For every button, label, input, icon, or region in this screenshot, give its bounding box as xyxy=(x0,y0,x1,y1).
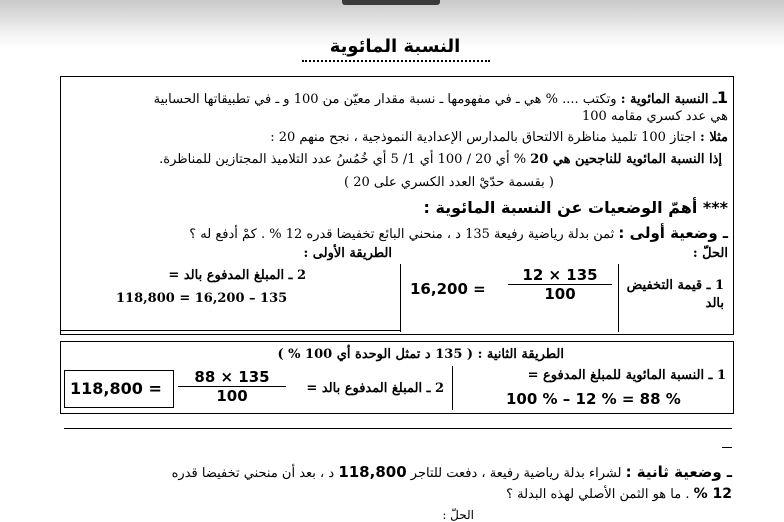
situation-2-text-a: لشراء بدلة رياضية رفيعة ، دفعت للتاجر xyxy=(406,466,626,481)
definition-lead: ـ النسبة المائوية : xyxy=(620,92,717,107)
example-line-2 xyxy=(159,152,722,167)
method-1-label: الطريقة الأولى : xyxy=(303,246,392,261)
page-title: النسبة المائوية xyxy=(329,36,461,57)
method-2-step-1-label: 1 ـ النسبة المائوية للمبلغ المدفوع = xyxy=(527,368,726,383)
method-2-numerator: 88 × 135 xyxy=(178,368,286,387)
situation-2-lead: ـ وضعية ثانية : xyxy=(625,463,732,481)
solution-label: الحلّ : xyxy=(692,246,728,261)
situation-2-text-b: د ، بعد أن منحني تخفيضا قدره xyxy=(171,466,339,481)
method-1-denominator: 100 xyxy=(544,285,576,303)
method-2-fraction xyxy=(178,368,286,405)
example-lead: مثلا : xyxy=(700,130,728,145)
definition-number: 1 xyxy=(716,88,728,107)
situation-2-line-1 xyxy=(172,463,732,481)
situation-2-percent: 12 % xyxy=(693,486,732,502)
situation-2-amount: 118,800 xyxy=(338,463,407,481)
situation-2-partial: الحلّ : xyxy=(442,508,474,522)
example-conclusion-bold: إذا النسبة المائوية للناجحين هي 20 xyxy=(530,152,722,167)
method-2-divider xyxy=(452,366,453,410)
situation-1-lead: ـ وضعية أولى : xyxy=(618,224,728,242)
situations-heading: *** أهمّ الوضعيات عن النسبة المائوية : xyxy=(423,198,728,217)
situation-2-question: . ما هو الثمن الأصلي لهذه البدلة ؟ xyxy=(506,487,694,502)
example-text: اجتاز 100 تلميذ مناظرة الالتحاق بالمدارس الإعدادية النموذجية ، نجح منهم 20 : xyxy=(270,130,701,145)
situation-1-line xyxy=(189,224,728,242)
definition-line-2: هي عدد كسري مقامه 100 xyxy=(582,109,728,124)
table-divider-right xyxy=(618,264,619,332)
method-2-step-2-label: 2 ـ المبلغ المدفوع بالد = xyxy=(306,381,444,396)
top-tab-handle[interactable] xyxy=(342,0,440,5)
definition-text: وتكتب .... % هي ـ في مفهومها ـ نسبة مقدار معيّن من 100 و ـ في تطبيقاتها الحسابية xyxy=(153,92,621,107)
method-1-step-2-label: 2 ـ المبلغ المدفوع بالد = xyxy=(168,268,306,283)
method-1-numerator: 12 × 135 xyxy=(508,266,612,285)
separator-line xyxy=(64,428,732,429)
separator-dash xyxy=(722,447,732,448)
table-divider-mid xyxy=(400,264,401,332)
title-underline xyxy=(302,60,490,62)
situation-2-line-2 xyxy=(506,486,732,502)
definition-line-1 xyxy=(154,88,728,107)
method-1-result: 16,200 = xyxy=(410,280,486,298)
method-1-fraction xyxy=(508,266,612,303)
method-1-step-2-calc: 118,800 = 16,200 – 135 xyxy=(116,291,288,306)
method-1-step-1-label: 1 ـ قيمة التخفيض بالد xyxy=(626,278,724,311)
table-bottom-left xyxy=(60,330,400,331)
situation-1-text: ثمن بدلة رياضية رفيعة 135 د ، منحني البائع تخفيضا قدره 12 % . كمْ أدفع له ؟ xyxy=(189,227,619,242)
method-2-step-1-calc: 100 % – 12 % = 88 % xyxy=(506,390,681,408)
method-2-label: الطريقة الثانية : ( 135 د تمثل الوحدة أي 100 % ) xyxy=(277,347,564,362)
example-line-1 xyxy=(270,130,728,145)
example-conclusion: % أي 20 / 100 أي 1/ 5 أي خُمُسُ عدد التلاميذ المجتازين للمناظرة. xyxy=(159,152,531,167)
method-2-result: 118,800 = xyxy=(70,379,162,398)
method-2-denominator: 100 xyxy=(216,387,248,405)
example-note: ( بقسمة حدّيْ العدد الكسري على 20 ) xyxy=(344,175,554,190)
